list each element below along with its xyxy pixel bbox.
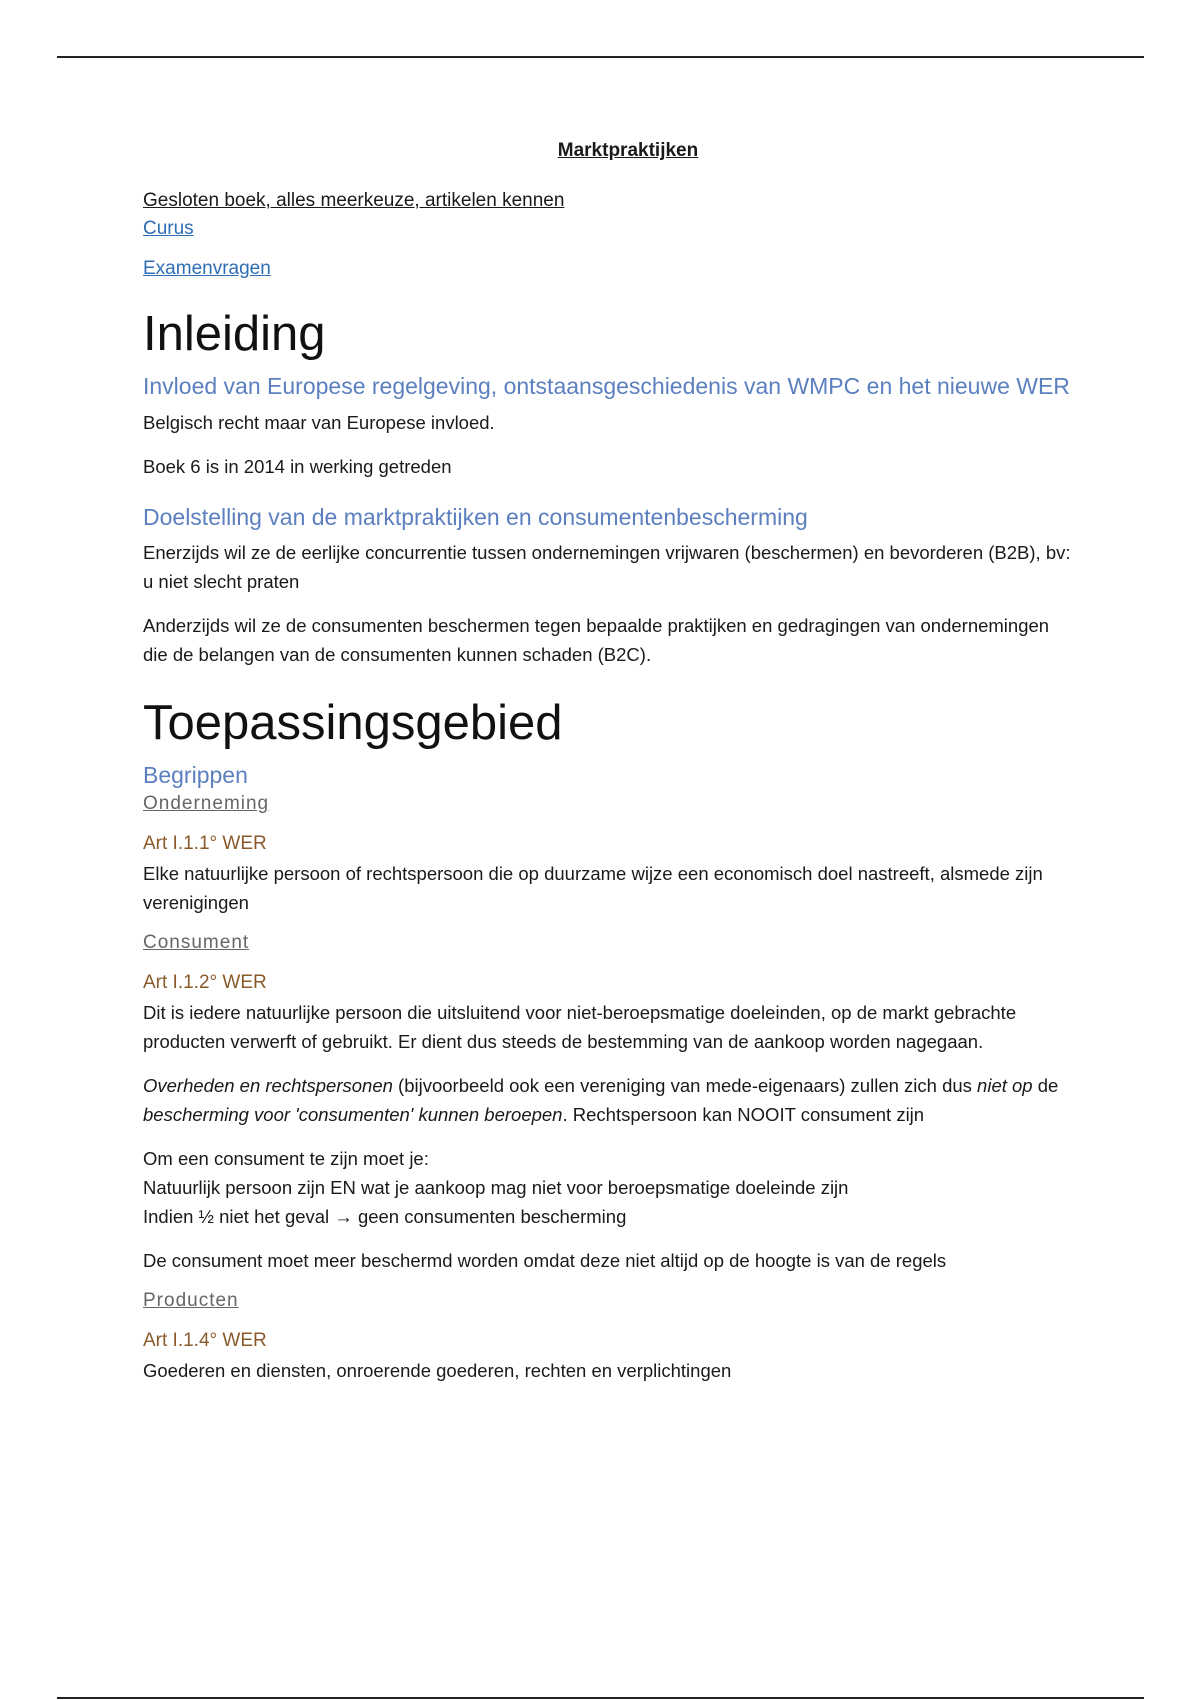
document-title: Marktpraktijken — [557, 140, 699, 161]
article-reference: Art I.1.4° WER — [143, 1329, 267, 1351]
heading-doelstelling: Doelstelling van de marktpraktijken en consumentenbescherming — [143, 503, 808, 530]
paragraph: Anderzijds wil ze de consumenten beschermen tegen bepaalde praktijken en gedragingen van ondernemingen die de belangen van de consumenten kunnen schaden (B2C). — [143, 615, 1050, 666]
header-rule — [57, 56, 1144, 58]
article-reference: Art I.1.1° WER — [143, 832, 267, 854]
footer-rule — [57, 1697, 1144, 1699]
paragraph: Boek 6 is in 2014 in werking getreden — [143, 455, 452, 477]
heading-invloed: Invloed van Europese regelgeving, ontstaansgeschiedenis van WMPC en het nieuwe WER — [143, 373, 1070, 400]
emphasis: Overheden en rechtspersonen — [143, 1074, 393, 1096]
paragraph: De consument moet meer beschermd worden omdat deze niet altijd op de hoogte is van de regels — [143, 1249, 947, 1271]
heading-onderneming: Onderneming — [143, 792, 270, 814]
curus-link[interactable]: Curus — [143, 218, 194, 239]
exam-info-line: Gesloten boek, alles meerkeuze, artikelen kennen — [143, 190, 565, 211]
paragraph: Belgisch recht maar van Europese invloed. — [143, 411, 495, 433]
paragraph: Dit is iedere natuurlijke persoon die uitsluitend voor niet-beroepsmatige doeleinden, op de markt gebrachte producten verwerft of gebruikt. Er dient dus steeds de bestemming van de aankoop worden nagegaan. — [143, 1001, 1017, 1052]
article-reference: Art I.1.2° WER — [143, 971, 267, 993]
heading-consument: Consument — [143, 931, 250, 953]
heading-toepassingsgebied: Toepassingsgebied — [143, 696, 563, 751]
paragraph-rechtspersonen: Overheden en rechtspersonen (bijvoorbeeld ook een vereniging van mede-eigenaars) zullen zich dus niet op de bescherming voor 'consumenten' kunnen beroepen. Rechtspersoon kan NOOIT consument zijn — [143, 1074, 1059, 1125]
paragraph-voorwaarden: Om een consument te zijn moet je: Natuurlijk persoon zijn EN wat je aankoop mag niet voor beroepsmatige doeleinde zijn Indien ½ niet het geval → geen consumenten bescherming — [143, 1147, 849, 1227]
heading-producten: Producten — [143, 1289, 239, 1311]
heading-inleiding: Inleiding — [143, 307, 326, 361]
emphasis: niet op — [977, 1074, 1033, 1096]
emphasis: bescherming voor 'consumenten' kunnen beroepen — [143, 1103, 563, 1125]
heading-begrippen: Begrippen — [143, 762, 248, 789]
examenvragen-link[interactable]: Examenvragen — [143, 258, 271, 279]
paragraph: Enerzijds wil ze de eerlijke concurrentie tussen ondernemingen vrijwaren (beschermen) en bevorderen (B2B), bv: u niet slecht praten — [143, 542, 1071, 593]
paragraph: Goederen en diensten, onroerende goederen, rechten en verplichtingen — [143, 1359, 732, 1381]
paragraph: Elke natuurlijke persoon of rechtspersoon die op duurzame wijze een economisch doel nastreeft, alsmede zijn verenigingen — [143, 862, 1043, 913]
document-page — [143, 140, 1073, 1400]
